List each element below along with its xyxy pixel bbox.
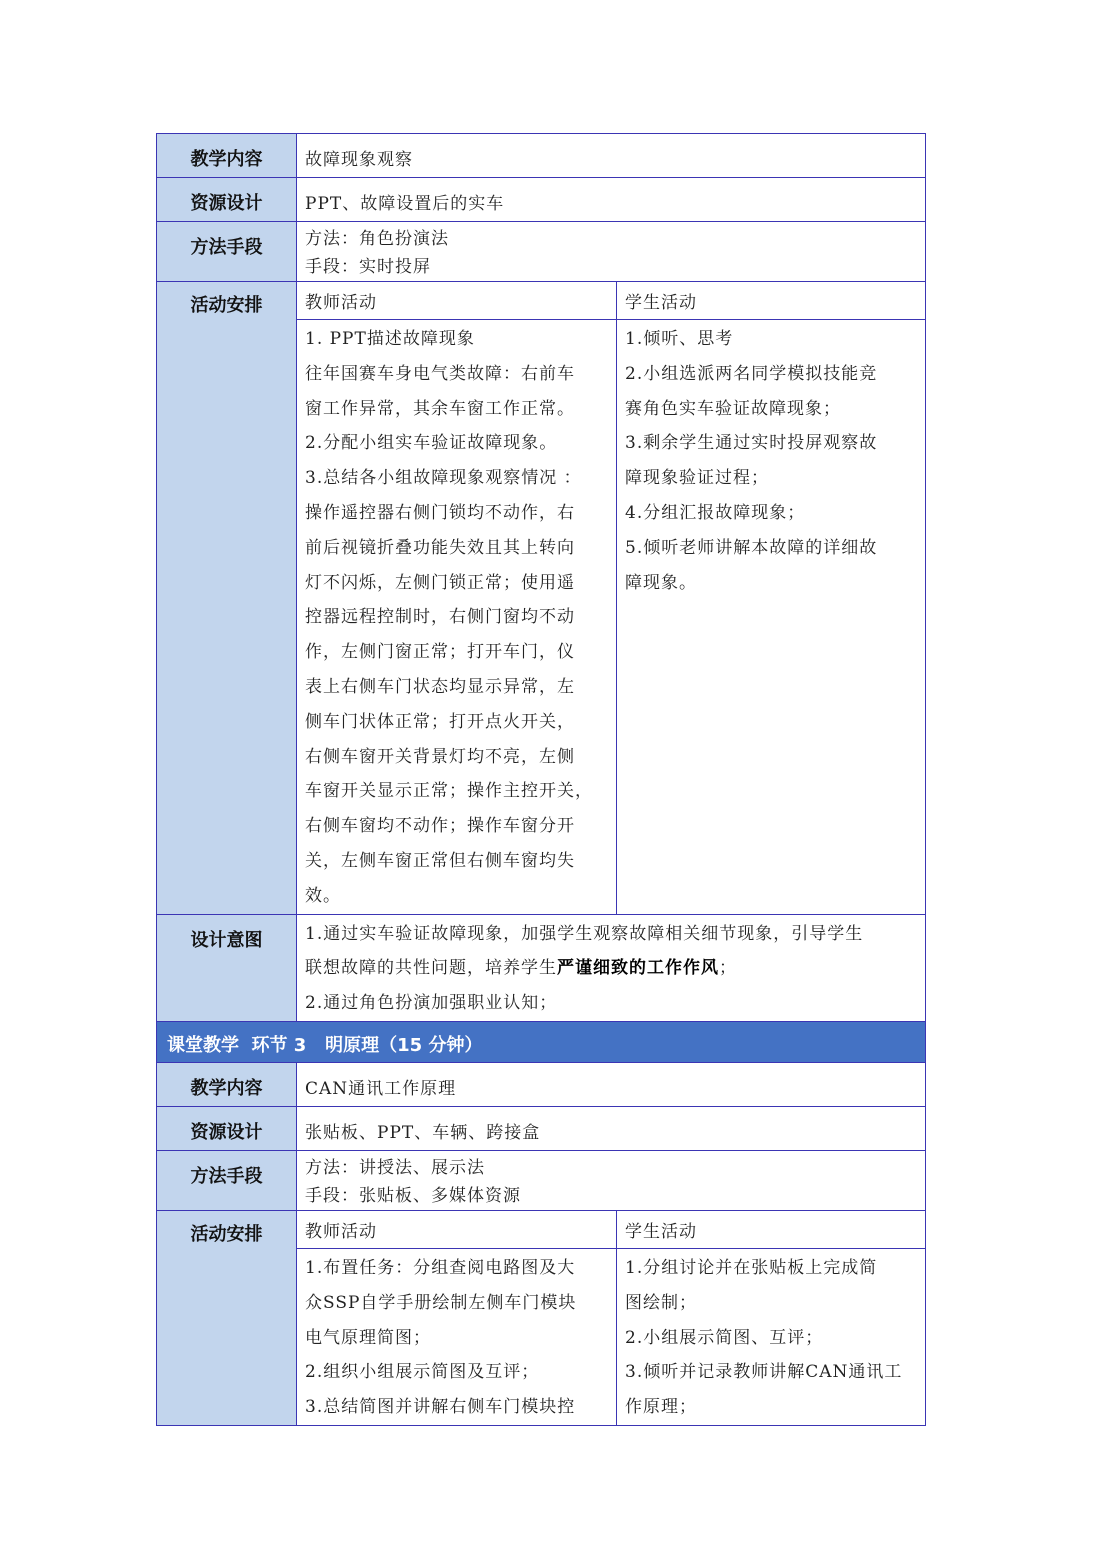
intent-line-prefix: 联想故障的共性问题，培养学生 <box>305 958 557 979</box>
row-method <box>157 222 926 282</box>
student-line: 2.小组展示简图、互评； <box>625 1327 824 1348</box>
label-resource-design: 资源设计 <box>157 178 297 222</box>
teacher-line: 前后视镜折叠功能失效且其上转向 <box>305 537 575 558</box>
student-line: 作原理； <box>625 1397 697 1418</box>
student-activity-text <box>617 320 926 915</box>
student-line: 2.小组选派两名同学模拟技能竞 <box>625 363 878 384</box>
teacher-line: 效。 <box>305 885 341 906</box>
teacher-activity-header: 教师活动 <box>297 282 617 320</box>
teacher-line: 2.组织小组展示简图及互评； <box>305 1362 540 1383</box>
student-line: 障现象。 <box>625 572 697 593</box>
student-line: 5.倾听老师讲解本故障的详细故 <box>625 537 878 558</box>
student-activity-header: 学生活动 <box>617 282 926 320</box>
intent-emphasis: 严谨细致的工作作风 <box>557 958 719 979</box>
teacher-line: 2.分配小组实车验证故障现象。 <box>305 433 558 454</box>
method-line: 手段：实时投屏 <box>305 257 431 277</box>
teacher-activity-text <box>297 320 617 915</box>
label-teaching-content: 教学内容 <box>157 1062 297 1106</box>
label-method: 方法手段 <box>157 222 297 282</box>
label-activity: 活动安排 <box>157 282 297 915</box>
value-method <box>297 1150 926 1210</box>
intent-line: 1.通过实车验证故障现象，加强学生观察故障相关细节现象，引导学生 <box>305 923 864 944</box>
teacher-activity-header: 教师活动 <box>297 1210 617 1248</box>
label-resource-design: 资源设计 <box>157 1106 297 1150</box>
teacher-line: 3.总结各小组故障现象观察情况 ： <box>305 468 582 489</box>
row-design-intent <box>157 914 926 1021</box>
intent-line <box>305 951 917 986</box>
label-activity: 活动安排 <box>157 1210 297 1425</box>
teacher-line: 1.布置任务：分组查阅电路图及大 <box>305 1257 576 1278</box>
row-section-header <box>157 1021 926 1062</box>
student-line: 1.倾听、思考 <box>625 329 734 349</box>
teacher-line: 往年国赛车身电气类故障：右前车 <box>305 363 575 384</box>
teacher-line: 1. PPT描述故障现象 <box>305 329 475 349</box>
section-header: 课堂教学 环节 3 明原理（15 分钟） <box>157 1021 926 1062</box>
intent-line-suffix: ； <box>719 958 737 979</box>
teacher-line: 表上右侧车门状态均显示异常，左 <box>305 676 575 697</box>
value-design-intent <box>297 914 926 1021</box>
row-teaching-content-2 <box>157 1062 926 1106</box>
value-method <box>297 222 926 282</box>
lesson-plan-table <box>156 133 926 1426</box>
teacher-line: 关，左侧车窗正常但右侧车窗均失 <box>305 850 575 871</box>
teacher-line: 车窗开关显示正常；操作主控开关， <box>305 781 593 802</box>
teacher-line: 作，左侧门窗正常；打开车门，仪 <box>305 642 575 663</box>
teacher-line: 操作遥控器右侧门锁均不动作，右 <box>305 502 575 523</box>
value-teaching-content: CAN通讯工作原理 <box>297 1062 926 1106</box>
student-activity-text <box>617 1248 926 1425</box>
student-activity-header: 学生活动 <box>617 1210 926 1248</box>
value-resource-design: PPT、故障设置后的实车 <box>297 178 926 222</box>
teacher-activity-text <box>297 1248 617 1425</box>
student-line: 3.倾听并记录教师讲解CAN通讯工 <box>625 1362 903 1383</box>
row-resource-design-2 <box>157 1106 926 1150</box>
method-line: 手段：张贴板、多媒体资源 <box>305 1185 521 1206</box>
student-line: 图绘制； <box>625 1292 697 1313</box>
student-line: 赛角色实车验证故障现象； <box>625 398 841 419</box>
student-line: 3.剩余学生通过实时投屏观察故 <box>625 433 878 454</box>
value-teaching-content: 故障现象观察 <box>297 134 926 178</box>
label-teaching-content: 教学内容 <box>157 134 297 178</box>
student-line: 4.分组汇报故障现象； <box>625 502 806 523</box>
method-line: 方法：讲授法、展示法 <box>305 1157 485 1178</box>
teacher-line: 众SSP自学手册绘制左侧车门模块 <box>305 1292 577 1313</box>
method-line: 方法：角色扮演法 <box>305 229 449 249</box>
row-activity-header-2 <box>157 1210 926 1248</box>
teacher-line: 灯不闪烁，左侧门锁正常；使用遥 <box>305 572 575 593</box>
intent-line: 2.通过角色扮演加强职业认知； <box>305 993 558 1014</box>
row-method-2 <box>157 1150 926 1210</box>
row-teaching-content <box>157 134 926 178</box>
teacher-line: 电气原理简图； <box>305 1327 431 1348</box>
value-resource-design: 张贴板、PPT、车辆、跨接盒 <box>297 1106 926 1150</box>
label-method: 方法手段 <box>157 1150 297 1210</box>
teacher-line: 3.总结简图并讲解右侧车门模块控 <box>305 1397 576 1418</box>
teacher-line: 右侧车窗均不动作；操作车窗分开 <box>305 816 575 837</box>
label-design-intent: 设计意图 <box>157 914 297 1021</box>
teacher-line: 右侧车窗开关背景灯均不亮，左侧 <box>305 746 575 767</box>
teacher-line: 侧车门状体正常；打开点火开关， <box>305 711 575 732</box>
teacher-line: 控器远程控制时，右侧门窗均不动 <box>305 607 575 628</box>
student-line: 1.分组讨论并在张贴板上完成简 <box>625 1257 878 1278</box>
teacher-line: 窗工作异常，其余车窗工作正常。 <box>305 398 575 419</box>
row-resource-design <box>157 178 926 222</box>
student-line: 障现象验证过程； <box>625 468 769 489</box>
row-activity-header <box>157 282 926 320</box>
